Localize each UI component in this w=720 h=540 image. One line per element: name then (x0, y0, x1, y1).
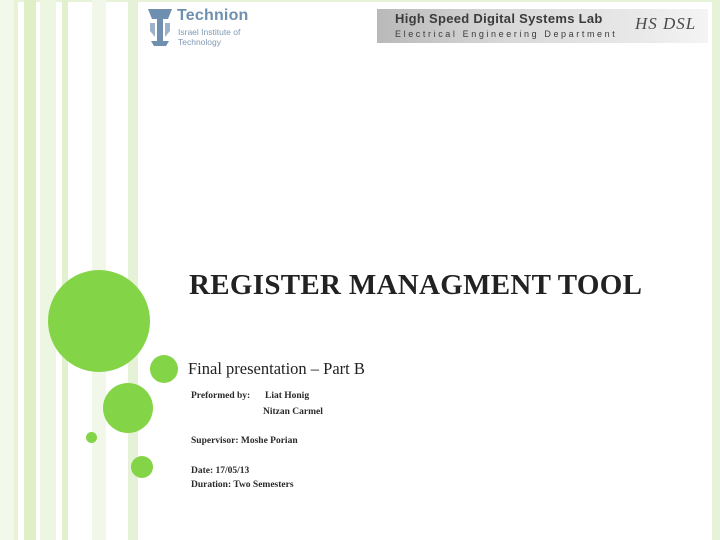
technion-name: Technion (177, 7, 249, 24)
team-member-2: Nitzan Carmel (263, 407, 323, 417)
decorative-stripe (14, 0, 18, 540)
lab-department: Electrical Engineering Department (395, 29, 618, 39)
lab-banner-logo (377, 9, 708, 43)
date: Date: 17/05/13 (191, 466, 250, 476)
technion-subtitle-line2: Technology (178, 37, 222, 47)
performed-by-label: Preformed by: (191, 391, 251, 401)
team-member-1: Liat Honig (265, 391, 310, 401)
decorative-circle-small (131, 456, 153, 478)
lab-title: High Speed Digital Systems Lab (395, 11, 603, 26)
duration: Duration: Two Semesters (191, 480, 294, 490)
decorative-circle-tiny (86, 432, 97, 443)
decorative-stripe-right (712, 0, 720, 540)
technion-subtitle (178, 27, 258, 47)
supervisor: Supervisor: Moshe Porian (191, 436, 298, 446)
technion-emblem-icon (147, 7, 173, 47)
decorative-stripe (40, 0, 56, 540)
lab-mark: HS DSL (635, 14, 697, 33)
top-border-line (0, 0, 720, 2)
slide-title: REGISTER MANAGMENT TOOL (189, 269, 643, 301)
decorative-circle-medium (103, 383, 153, 433)
decorative-circle-small (150, 355, 178, 383)
slide-subtitle: Final presentation – Part B (188, 359, 365, 378)
decorative-circle-large (48, 270, 150, 372)
technion-subtitle-line1: Israel Institute of (178, 27, 241, 37)
decorative-stripe (24, 0, 36, 540)
decorative-stripe (62, 0, 68, 540)
technion-logo (147, 7, 257, 49)
decorative-stripe (0, 0, 14, 540)
